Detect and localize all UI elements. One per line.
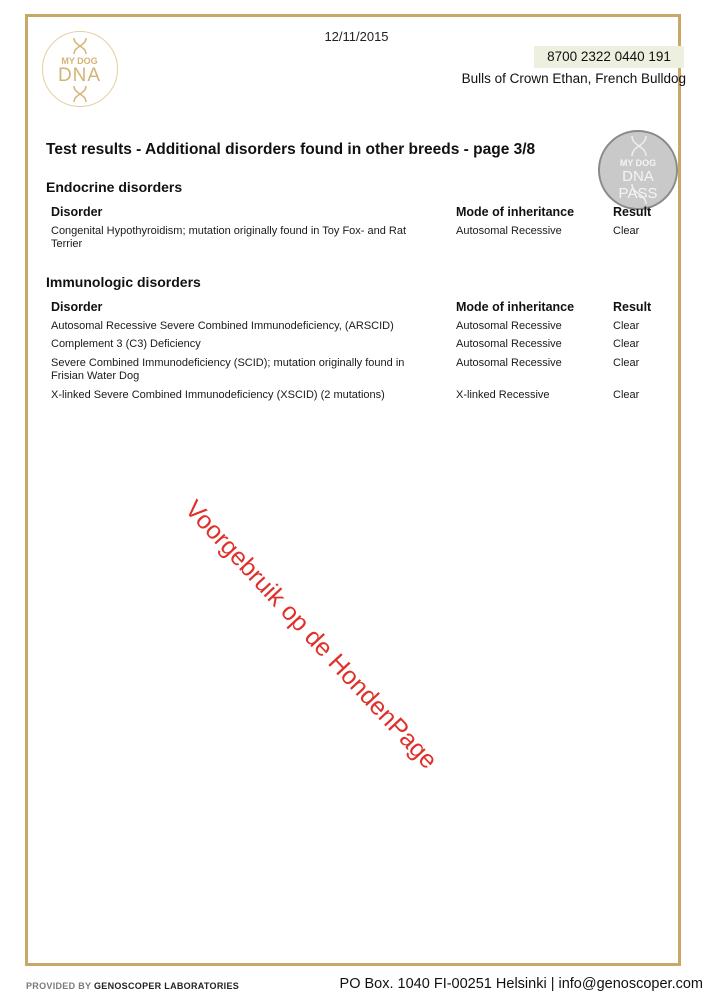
page-title: Test results - Additional disorders found in other breeds - page 3/8 [46, 141, 536, 158]
table-row-mode: Autosomal Recessive [456, 357, 562, 369]
pass-line-1: MY DOG [619, 158, 657, 168]
report-date: 12/11/2015 [324, 29, 389, 44]
table-row-result: Clear [613, 225, 640, 237]
footer-lab-name: GENOSCOPER LABORATORIES [93, 981, 240, 991]
column-header-result: Result [613, 205, 652, 219]
column-header-mode: Mode of inheritance [456, 300, 575, 314]
table-row-disorder: Complement 3 (C3) Deficiency [51, 338, 201, 350]
column-header-disorder: Disorder [51, 300, 103, 314]
logo-line-1: MY DOG [61, 56, 98, 66]
my-dog-dna-logo [42, 31, 118, 107]
table-row-result: Clear [613, 320, 640, 332]
footer-contact: PO Box. 1040 FI-00251 Helsinki | info@genoscoper.com [339, 976, 703, 992]
column-header-disorder: Disorder [51, 205, 103, 219]
table-row-mode: Autosomal Recessive [456, 225, 562, 237]
table-row-result: Clear [613, 389, 640, 401]
dog-id: 8700 2322 0440 191 [534, 46, 684, 68]
table-row-disorder: X-linked Severe Combined Immunodeficiency (XSCID) (2 mutations) [51, 389, 385, 401]
pass-dna-text: DNA [622, 168, 654, 185]
footer-provided-by [26, 981, 239, 991]
watermark-text: Voorgebruik op de HondenPage [179, 495, 443, 775]
pass-line-2 [600, 168, 676, 202]
table-row-result: Clear [613, 357, 640, 369]
section-title-endocrine: Endocrine disorders [46, 179, 183, 195]
footer-provided-label: PROVIDED BY [26, 981, 92, 991]
table-row-mode: Autosomal Recessive [456, 338, 562, 350]
table-row-disorder: Severe Combined Immunodeficiency (SCID); mutation originally found in Frisian Water Dog [51, 357, 405, 382]
logo-line-2: DNA [57, 65, 102, 86]
dog-name: Bulls of Crown Ethan, French Bulldog [461, 71, 686, 86]
dna-pass-seal [598, 130, 678, 210]
table-row-disorder: Congenital Hypothyroidism; mutation originally found in Toy Fox- and Rat Terrier [51, 225, 407, 250]
table-row-mode: Autosomal Recessive [456, 320, 562, 332]
section-title-immunologic: Immunologic disorders [46, 274, 201, 290]
table-row-disorder: Autosomal Recessive Severe Combined Immunodeficiency, (ARSCID) [51, 320, 394, 332]
column-header-result: Result [613, 300, 652, 314]
table-row-result: Clear [613, 338, 640, 350]
table-row-mode: X-linked Recessive [456, 389, 550, 401]
column-header-mode: Mode of inheritance [456, 205, 575, 219]
pass-pass-text: PASS [618, 185, 658, 202]
